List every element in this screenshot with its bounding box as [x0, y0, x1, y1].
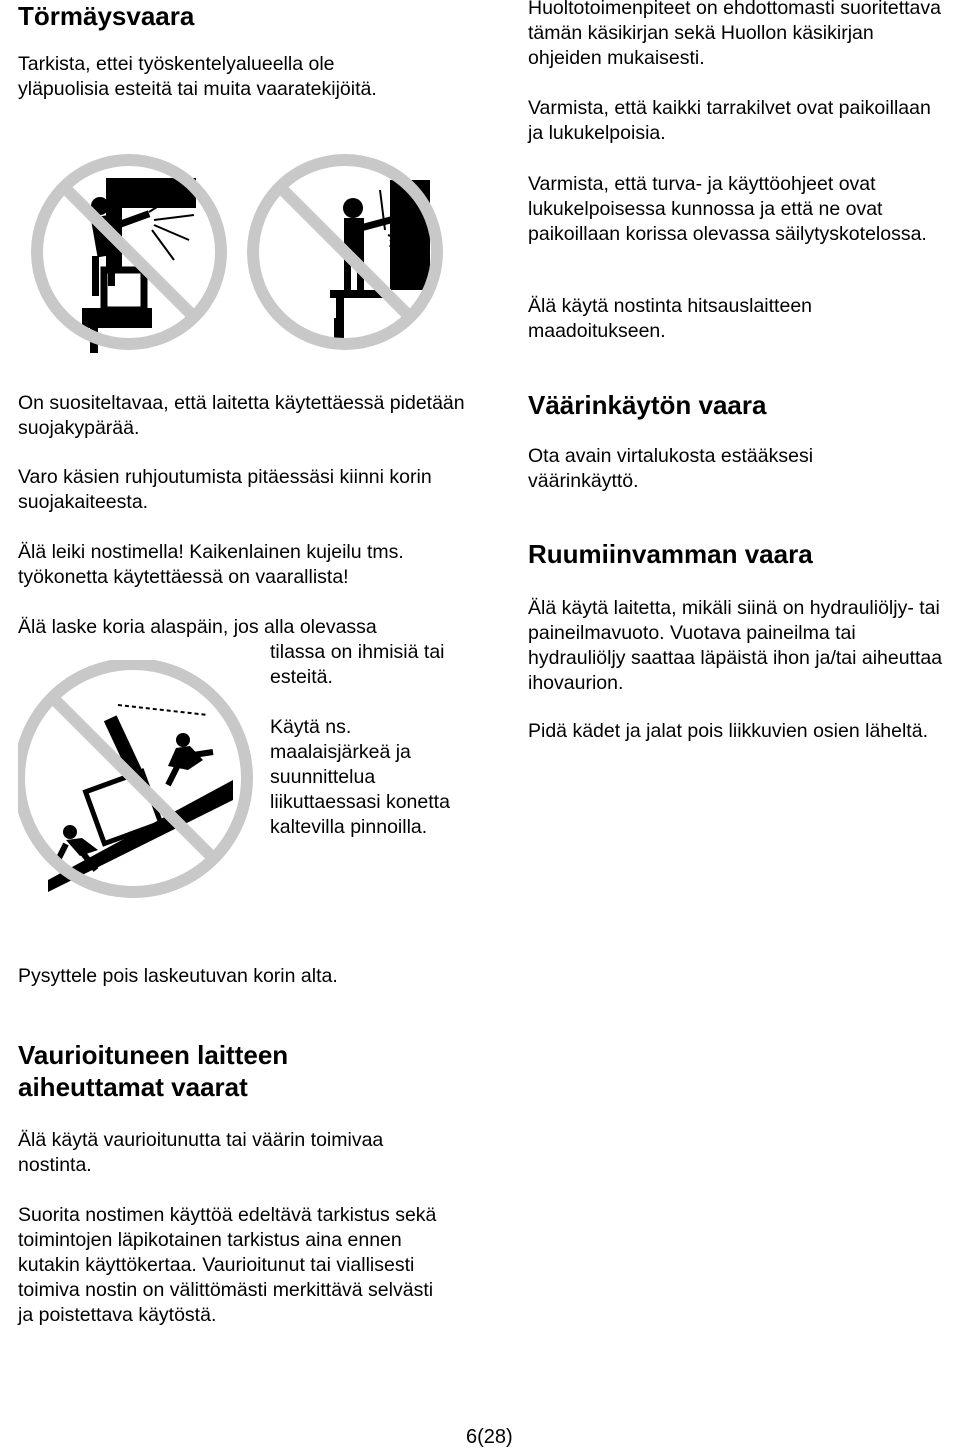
paragraph-limbs: Pidä kädet ja jalat pois liikkuvien osien läheltä. — [528, 720, 928, 742]
heading-injury: Ruumiinvamman vaara — [528, 539, 813, 569]
paragraph-decals: Varmista, että kaikki tarrakilvet ovat paikoillaan ja lukukelpoisia. — [528, 97, 931, 144]
page-number: 6(28) — [466, 1426, 513, 1448]
heading-misuse: Väärinkäytön vaara — [528, 390, 767, 420]
prohibited-tipping-on-slope-icon — [18, 660, 258, 900]
heading-damaged: Vaurioituneen laitteen aiheuttamat vaarat — [18, 1040, 289, 1102]
paragraph-collision: Tarkista, ettei työskentelyalueella ole yläpuolisia esteitä tai muita vaaratekijöitä. — [18, 53, 377, 100]
prohibited-overhead-electric-icon — [240, 150, 450, 355]
paragraph-maintenance: Huoltotoimenpiteet on ehdottomasti suoritettava tämän käsikirjan sekä Huollon käsikirjan ohjeiden mukaisesti. — [528, 0, 941, 69]
paragraph-lower-line1: Älä laske koria alaspäin, jos alla olevassa — [18, 616, 377, 638]
paragraph-inspection: Suorita nostimen käyttöä edeltävä tarkistus sekä toimintojen läpikotainen tarkistus aina ennen kutakin käyttökertaa. Vaurioitunut tai viallisesti toimiva nostin on välittömästi merkittävä selvästi ja poistettava käytöstä. — [18, 1204, 437, 1326]
paragraph-lower-rest: tilassa on ihmisiä tai esteitä. — [270, 641, 445, 688]
paragraph-manuals: Varmista, että turva- ja käyttöohjeet ovat lukukelpoisessa kunnossa ja että ne ovat paikoillaan korissa olevassa säilytyskotelossa. — [528, 173, 927, 245]
heading-collision: Törmäysvaara — [18, 1, 195, 31]
paragraph-play: Älä leiki nostimella! Kaikenlainen kujeilu tms. työkonetta käytettäessä on vaarallista! — [18, 541, 404, 588]
paragraph-hands: Varo käsien ruhjoutumista pitäessäsi kiinni korin suojakaiteesta. — [18, 466, 432, 513]
paragraph-helmet: On suositeltavaa, että laitetta käytettäessä pidetään suojakypärää. — [18, 392, 465, 439]
paragraph-injury: Älä käytä laitetta, mikäli siinä on hydrauliöljy- tai paineilmavuoto. Vuotava paineilma tai hydrauliöljy saattaa läpäistä ihon ja/tai aiheuttaa ihovaurion. — [528, 597, 943, 694]
prohibited-overhead-collision-icon — [24, 150, 234, 355]
paragraph-stay-away: Pysyttele pois laskeutuvan korin alta. — [18, 965, 338, 987]
paragraph-damaged: Älä käytä vaurioitunutta tai väärin toimivaa nostinta. — [18, 1129, 384, 1176]
paragraph-misuse: Ota avain virtalukosta estääksesi väärinkäyttö. — [528, 445, 814, 492]
paragraph-welding: Älä käytä nostinta hitsauslaitteen maadoitukseen. — [528, 295, 813, 342]
paragraph-slope: Käytä ns. maalaisjärkeä ja suunnittelua liikuttaessasi konetta kaltevilla pinnoilla. — [270, 716, 450, 838]
